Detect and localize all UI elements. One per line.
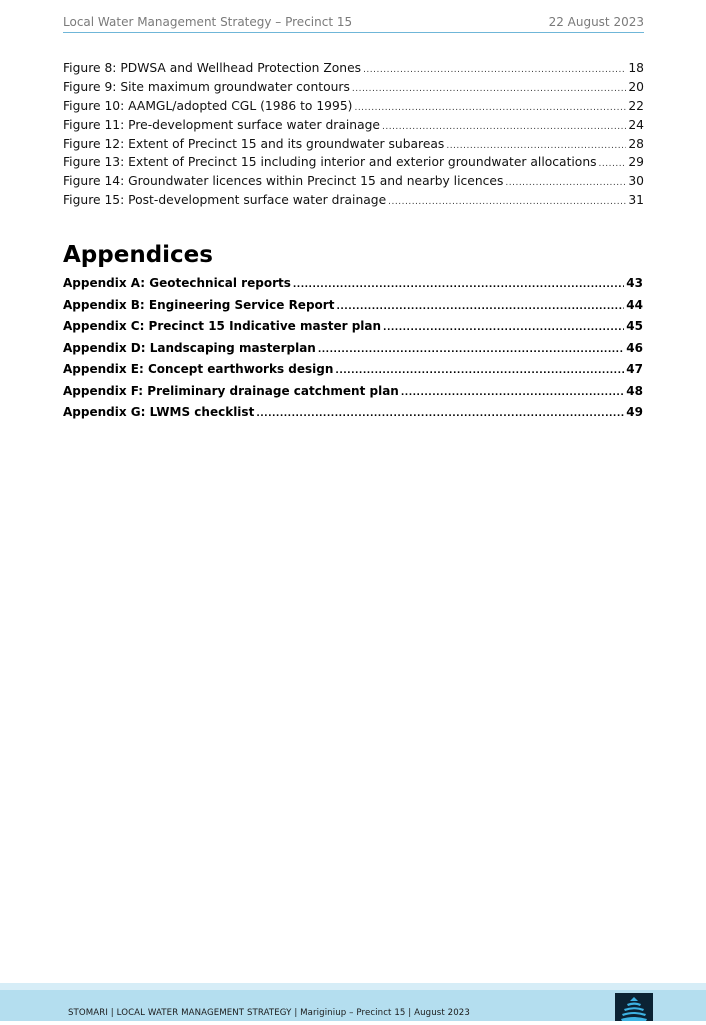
toc-entry-page: 47 <box>626 362 643 376</box>
dot-leader <box>352 84 626 94</box>
toc-entry-appendix-e[interactable] <box>63 362 643 384</box>
header-date: 22 August 2023 <box>548 15 644 29</box>
toc-entry-label: Appendix F: Preliminary drainage catchment plan <box>63 383 399 398</box>
toc-entry-page: 29 <box>628 155 644 170</box>
toc-entry-figure-13[interactable] <box>63 155 644 174</box>
dot-leader <box>383 323 624 333</box>
toc-entry-page: 43 <box>626 276 643 290</box>
toc-entry-appendix-c[interactable] <box>63 319 643 341</box>
stomari-wave-logo-icon <box>615 993 653 1021</box>
toc-entry-label: Appendix D: Landscaping masterplan <box>63 340 316 355</box>
toc-entry-figure-15[interactable] <box>63 193 644 212</box>
toc-entry-page: 22 <box>628 98 644 113</box>
dot-leader <box>446 141 626 151</box>
dot-leader <box>256 409 624 419</box>
dot-leader <box>599 159 627 169</box>
toc-entry-appendix-g[interactable] <box>63 405 643 427</box>
toc-entry-page: 48 <box>626 383 643 398</box>
toc-entry-page: 20 <box>628 79 644 94</box>
toc-entry-page: 45 <box>626 319 643 333</box>
toc-entry-label: Figure 9: Site maximum groundwater contours <box>63 79 350 94</box>
list-of-appendices <box>63 276 643 427</box>
toc-entry-page: 46 <box>626 340 643 355</box>
toc-entry-figure-9[interactable] <box>63 80 644 99</box>
toc-entry-label: Figure 15: Post-development surface water drainage <box>63 193 387 208</box>
dot-leader <box>354 103 626 113</box>
toc-entry-figure-10[interactable] <box>63 99 644 118</box>
list-of-figures <box>63 61 644 212</box>
toc-entry-label: Appendix C: Precinct 15 Indicative master plan <box>63 319 382 333</box>
toc-entry-label: Figure 8: PDWSA and Wellhead Protection Zones <box>63 61 362 75</box>
toc-entry-figure-11[interactable] <box>63 118 644 137</box>
dot-leader <box>388 197 626 207</box>
dot-leader <box>382 122 626 132</box>
footer-text: STOMARI | LOCAL WATER MANAGEMENT STRATEGY | Mariginiup – Precinct 15 | August 2023 <box>68 1008 470 1018</box>
dot-leader <box>401 388 624 398</box>
toc-entry-page: 49 <box>626 405 643 419</box>
toc-entry-label: Figure 12: Extent of Precinct 15 and its groundwater subareas <box>63 136 445 151</box>
header-title: Local Water Management Strategy – Precinct 15 <box>63 15 353 29</box>
toc-entry-label: Figure 11: Pre-development surface water drainage <box>63 117 380 132</box>
dot-leader <box>363 65 626 75</box>
toc-entry-appendix-a[interactable] <box>63 276 643 298</box>
toc-entry-figure-12[interactable] <box>63 137 644 156</box>
toc-entry-appendix-b[interactable] <box>63 298 643 320</box>
toc-entry-figure-14[interactable] <box>63 174 644 193</box>
toc-entry-page: 44 <box>626 297 643 312</box>
dot-leader <box>505 178 626 188</box>
toc-entry-label: Figure 13: Extent of Precinct 15 including interior and exterior groundwater allocations <box>63 155 597 170</box>
toc-entry-appendix-f[interactable] <box>63 384 643 406</box>
toc-entry-page: 30 <box>628 174 644 189</box>
toc-entry-label: Appendix E: Concept earthworks design <box>63 362 334 376</box>
toc-entry-label: Figure 14: Groundwater licences within Precinct 15 and nearby licences <box>63 174 504 189</box>
toc-entry-label: Appendix G: LWMS checklist <box>63 405 255 419</box>
toc-entry-label: Appendix A: Geotechnical reports <box>63 276 291 290</box>
toc-entry-appendix-d[interactable] <box>63 341 643 363</box>
toc-entry-figure-8[interactable] <box>63 61 644 80</box>
toc-entry-label: Appendix B: Engineering Service Report <box>63 297 335 312</box>
footer-band-light <box>0 983 706 990</box>
dot-leader <box>336 302 624 312</box>
appendices-heading: Appendices <box>63 242 213 268</box>
page-header <box>63 15 644 33</box>
toc-entry-label: Figure 10: AAMGL/adopted CGL (1986 to 1995) <box>63 98 353 113</box>
toc-entry-page: 18 <box>628 61 644 75</box>
toc-entry-page: 28 <box>628 136 644 151</box>
toc-entry-page: 24 <box>628 117 644 132</box>
dot-leader <box>293 280 624 290</box>
dot-leader <box>318 345 624 355</box>
toc-entry-page: 31 <box>628 193 644 208</box>
dot-leader <box>335 366 624 376</box>
